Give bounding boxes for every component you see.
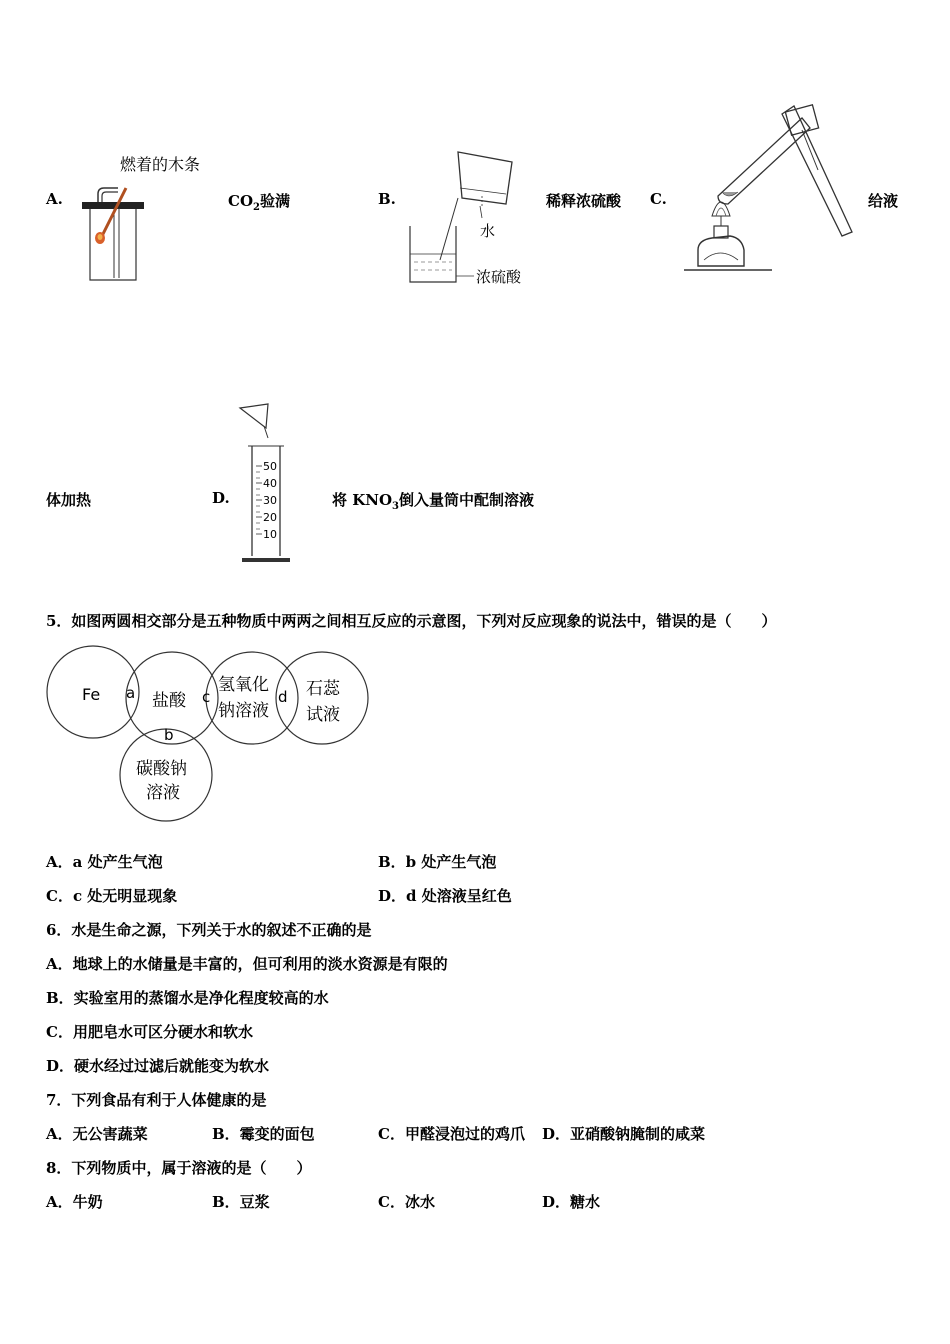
label-litmus-2: 试液 [306, 705, 340, 725]
q4-option-d-letter: D. [212, 489, 230, 507]
q4-option-a-text [228, 190, 290, 213]
cylinder-tick-10: 10 [263, 528, 277, 541]
label-a: a [126, 684, 136, 702]
q4-option-c-text-line2: 体加热 [46, 491, 92, 509]
label-na2co3-2: 溶液 [146, 783, 180, 803]
co2-suffix: 验满 [259, 192, 290, 210]
q5-circle-diagram [44, 644, 374, 824]
q4-option-a-letter: A. [46, 190, 63, 208]
q5-option-d[interactable]: D．d 处溶液呈红色 [378, 887, 512, 905]
cylinder-tick-20: 20 [263, 511, 277, 524]
figure-co2-check [78, 148, 228, 288]
q5-option-c[interactable]: C．c 处无明显现象 [46, 887, 178, 905]
q6-option-c[interactable]: C．用肥皂水可区分硬水和软水 [46, 1023, 253, 1041]
q7-option-c[interactable]: C．甲醛浸泡过的鸡爪 [378, 1125, 525, 1143]
co2-prefix: CO [228, 192, 254, 210]
label-fe: Fe [82, 685, 101, 704]
label-na2co3-1: 碳酸钠 [136, 759, 187, 779]
figure-b-label-acid: 浓硫酸 [476, 268, 522, 286]
figure-b-label-water: 水 [480, 222, 496, 240]
label-d: d [278, 688, 288, 706]
q6-option-d[interactable]: D．硬水经过过滤后就能变为软水 [46, 1057, 270, 1075]
q4-option-d-text [332, 489, 534, 512]
label-b: b [164, 726, 174, 744]
q4-option-c-letter: C. [650, 190, 667, 208]
q5-stem: 5．如图两圆相交部分是五种物质中两两之间相互反应的示意图，下列对反应现象的说法中，错误的是（ ） [46, 612, 777, 630]
figure-measuring-cylinder [236, 402, 296, 564]
figure-dilute-acid [400, 148, 540, 288]
q5-option-b[interactable]: B．b 处产生气泡 [378, 853, 497, 871]
label-naoh-2: 钠溶液 [218, 701, 269, 721]
q8-option-b[interactable]: B．豆浆 [212, 1193, 270, 1211]
label-naoh-1: 氢氧化 [218, 675, 269, 695]
label-hcl: 盐酸 [152, 691, 186, 711]
q6-option-b[interactable]: B．实验室用的蒸馏水是净化程度较高的水 [46, 989, 329, 1007]
label-litmus-1: 石蕊 [306, 679, 340, 699]
q6-option-a[interactable]: A．地球上的水储量是丰富的，但可利用的淡水资源是有限的 [46, 955, 448, 973]
label-c: c [202, 688, 211, 706]
q7-option-d[interactable]: D．亚硝酸钠腌制的咸菜 [542, 1125, 706, 1143]
cylinder-tick-30: 30 [263, 494, 277, 507]
q8-option-c[interactable]: C．冰水 [378, 1193, 435, 1211]
figure-a-caption: 燃着的木条 [120, 155, 201, 174]
q4-option-b-letter: B. [378, 190, 396, 208]
q8-option-d[interactable]: D．糖水 [542, 1193, 601, 1211]
q6-stem: 6．水是生命之源，下列关于水的叙述不正确的是 [46, 921, 372, 939]
figure-heat-liquid [682, 100, 867, 275]
q8-option-a[interactable]: A．牛奶 [46, 1193, 103, 1211]
kno3-suffix: 倒入量筒中配制溶液 [399, 491, 535, 509]
q8-stem: 8．下列物质中，属于溶液的是（ ） [46, 1159, 312, 1177]
kno3-prefix: 将 KNO [332, 491, 393, 509]
q7-option-b[interactable]: B．霉变的面包 [212, 1125, 315, 1143]
kno3-subscript: 3 [392, 501, 400, 512]
q7-option-a[interactable]: A．无公害蔬菜 [46, 1125, 148, 1143]
q7-stem: 7．下列食品有利于人体健康的是 [46, 1091, 267, 1109]
cylinder-tick-40: 40 [263, 477, 277, 490]
cylinder-tick-50: 50 [263, 460, 277, 473]
co2-subscript: 2 [253, 202, 260, 213]
q5-option-a[interactable]: A．a 处产生气泡 [46, 853, 163, 871]
q4-option-c-text-line1: 给液 [868, 192, 899, 210]
q4-option-b-text: 稀释浓硫酸 [546, 192, 622, 210]
